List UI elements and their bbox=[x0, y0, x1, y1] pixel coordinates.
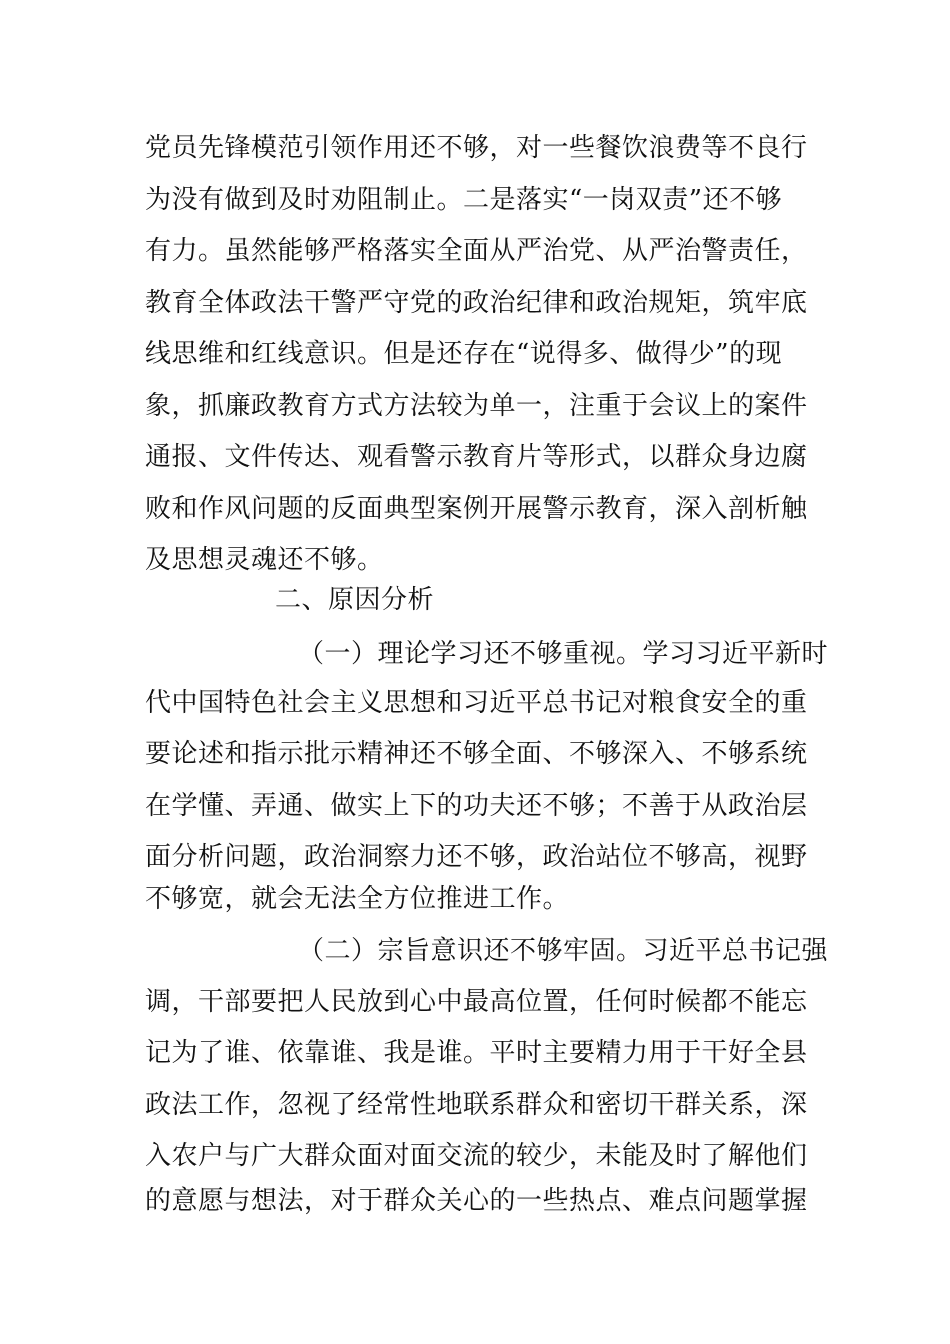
body-line: 有力。虽然能够严格落实全面从严治党、从严治警责任， bbox=[145, 236, 808, 266]
body-line: 败和作风问题的反面典型案例开展警示教育，深入剖析触 bbox=[145, 494, 808, 524]
subsection-heading: （一）理论学习还不够重视。学习习近平新时 bbox=[298, 639, 829, 669]
body-line: 面分析问题，政治洞察力还不够，政治站位不够高，视野 bbox=[145, 842, 808, 872]
body-line: 为没有做到及时劝阻制止。二是落实“一岗双责”还不够 bbox=[145, 185, 783, 215]
body-line: 入农户与广大群众面对面交流的较少，未能及时了解他们 bbox=[145, 1141, 808, 1171]
subsection-heading: （二）宗旨意识还不够牢固。习近平总书记强 bbox=[298, 936, 829, 966]
body-line: 政法工作，忽视了经常性地联系群众和密切干群关系，深 bbox=[145, 1090, 808, 1120]
section-heading: 二、原因分析 bbox=[275, 585, 435, 615]
body-line: 的意愿与想法，对于群众关心的一些热点、难点问题掌握 bbox=[145, 1186, 808, 1216]
body-line: 记为了谁、依靠谁、我是谁。平时主要精力用于干好全县 bbox=[145, 1038, 808, 1068]
body-line: 要论述和指示批示精神还不够全面、不够深入、不够系统 bbox=[145, 739, 808, 769]
body-line: 线思维和红线意识。但是还存在“说得多、做得少”的现 bbox=[145, 339, 783, 369]
body-line: 及思想灵魂还不够。 bbox=[145, 545, 384, 575]
body-line: 不够宽，就会无法全方位推进工作。 bbox=[145, 884, 570, 914]
body-line: 教育全体政法干警严守党的政治纪律和政治规矩，筑牢底 bbox=[145, 288, 808, 318]
body-line: 代中国特色社会主义思想和习近平总书记对粮食安全的重 bbox=[145, 688, 808, 718]
body-line: 通报、文件传达、观看警示教育片等形式，以群众身边腐 bbox=[145, 442, 808, 472]
body-line: 在学懂、弄通、做实上下的功夫还不够；不善于从政治层 bbox=[145, 791, 808, 821]
body-line: 党员先锋模范引领作用还不够，对一些餐饮浪费等不良行 bbox=[145, 133, 808, 163]
body-line: 调，干部要把人民放到心中最高位置，任何时候都不能忘 bbox=[145, 987, 808, 1017]
body-line: 象，抓廉政教育方式方法较为单一，注重于会议上的案件 bbox=[145, 391, 808, 421]
